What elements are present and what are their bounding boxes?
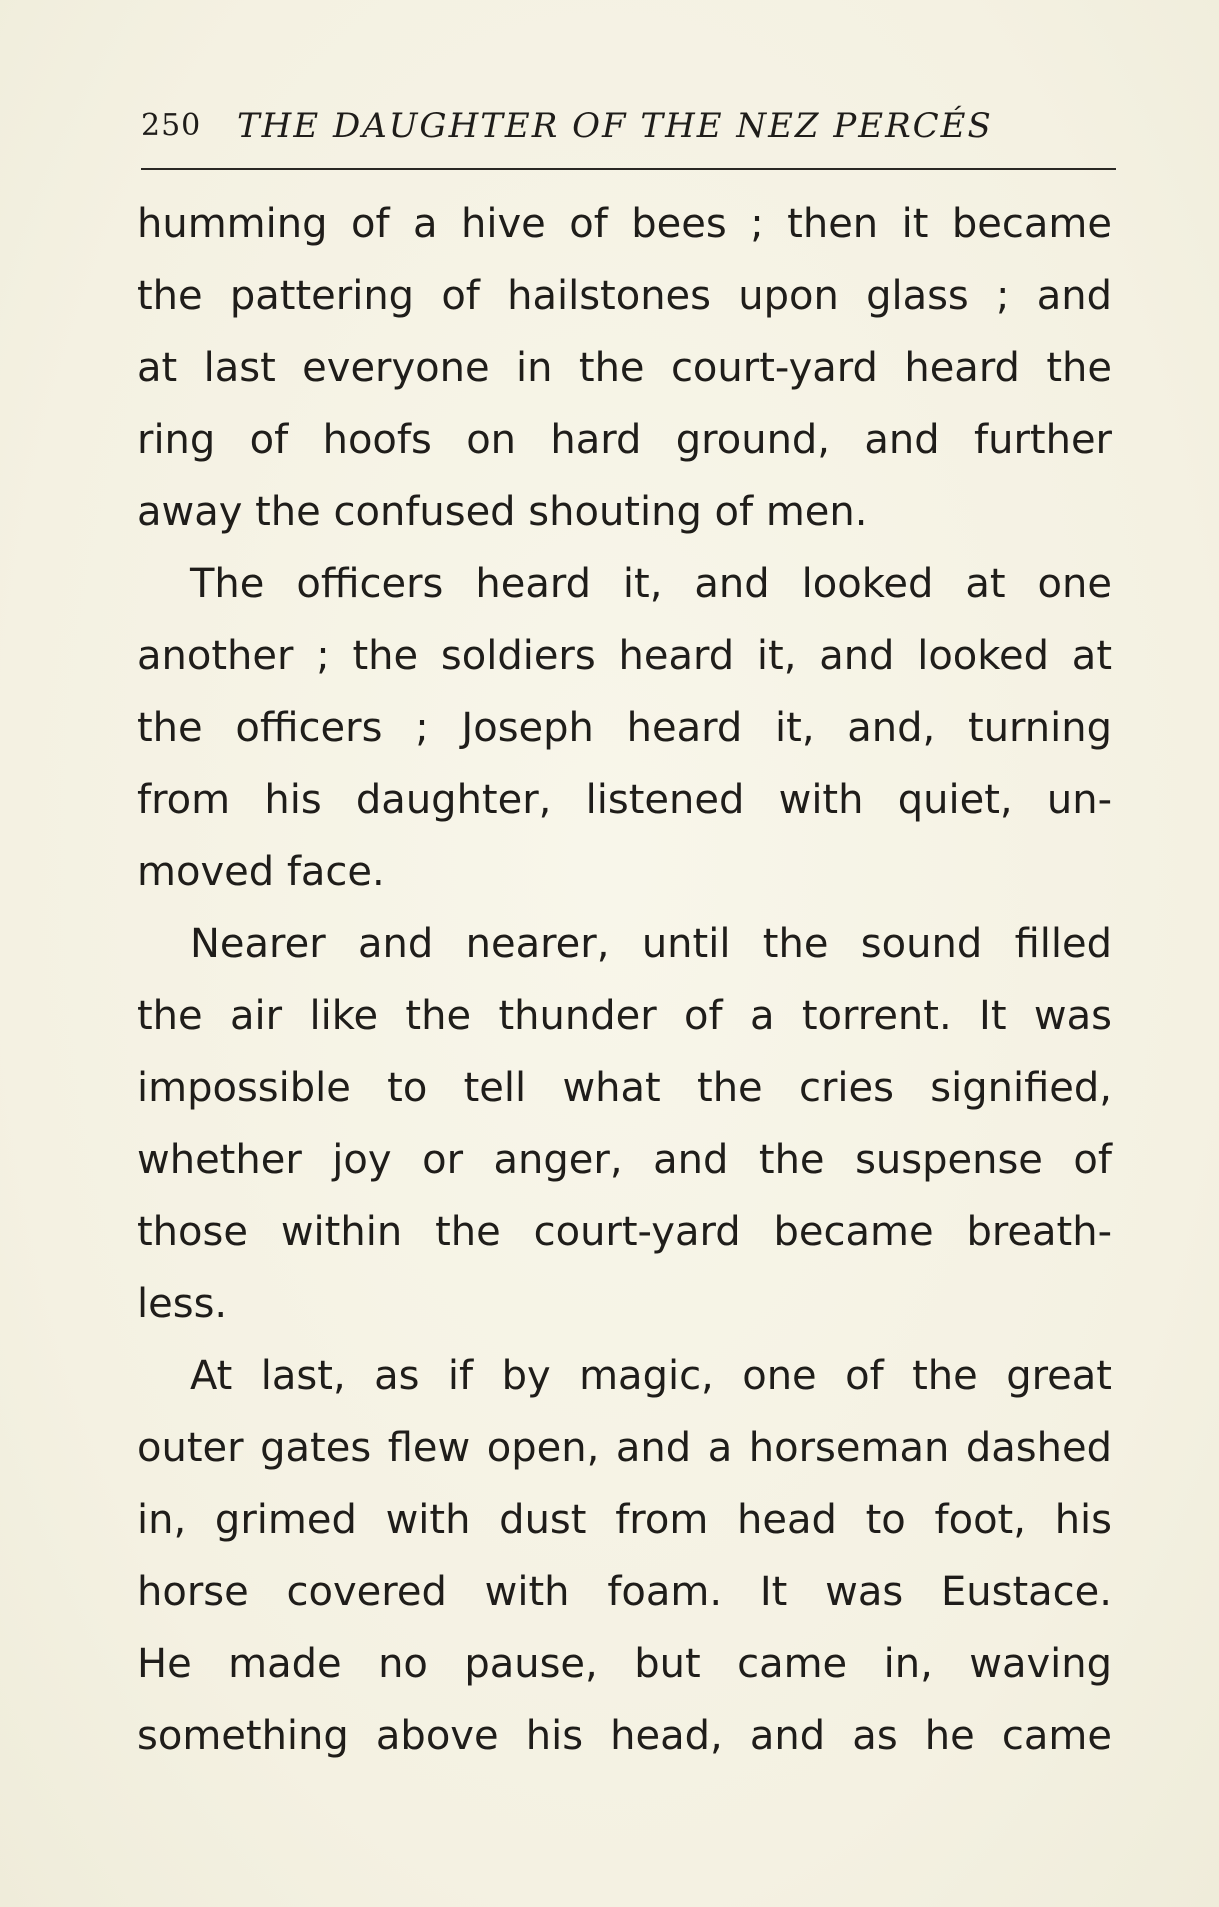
text-line: impossible to tell what the cries signified,	[137, 1065, 1112, 1111]
text-line: another ; the soldiers heard it, and looked at	[137, 633, 1112, 679]
text-line: At last, as if by magic, one of the great	[190, 1353, 1112, 1399]
text-line: ring of hoofs on hard ground, and further	[137, 417, 1112, 463]
page-number: 250	[141, 108, 202, 143]
text-line: humming of a hive of bees ; then it became	[137, 201, 1112, 247]
running-head	[141, 106, 1116, 156]
text-line: He made no pause, but came in, waving	[137, 1641, 1112, 1687]
text-line: horse covered with foam. It was Eustace.	[137, 1569, 1112, 1615]
text-line: the air like the thunder of a torrent. It was	[137, 993, 1112, 1039]
text-line: at last everyone in the court-yard heard the	[137, 345, 1112, 391]
text-line: The officers heard it, and looked at one	[190, 561, 1112, 607]
text-line: whether joy or anger, and the suspense of	[137, 1137, 1112, 1183]
text-line: in, grimed with dust from head to foot, his	[137, 1497, 1112, 1543]
text-line: those within the court-yard became breath-	[137, 1209, 1112, 1255]
text-line: outer gates flew open, and a horseman dashed	[137, 1425, 1112, 1471]
text-line: from his daughter, listened with quiet, un-	[137, 777, 1112, 823]
text-line: the officers ; Joseph heard it, and, turning	[137, 705, 1112, 751]
text-line: moved face.	[137, 849, 385, 895]
text-line: something above his head, and as he came	[137, 1713, 1112, 1759]
text-line: less.	[137, 1281, 228, 1327]
header-rule	[141, 168, 1116, 170]
text-line: Nearer and nearer, until the sound filled	[190, 921, 1112, 967]
running-title: THE DAUGHTER OF THE NEZ PERCÉS	[237, 106, 993, 146]
text-line: the pattering of hailstones upon glass ; and	[137, 273, 1112, 319]
text-line: away the confused shouting of men.	[137, 489, 868, 535]
